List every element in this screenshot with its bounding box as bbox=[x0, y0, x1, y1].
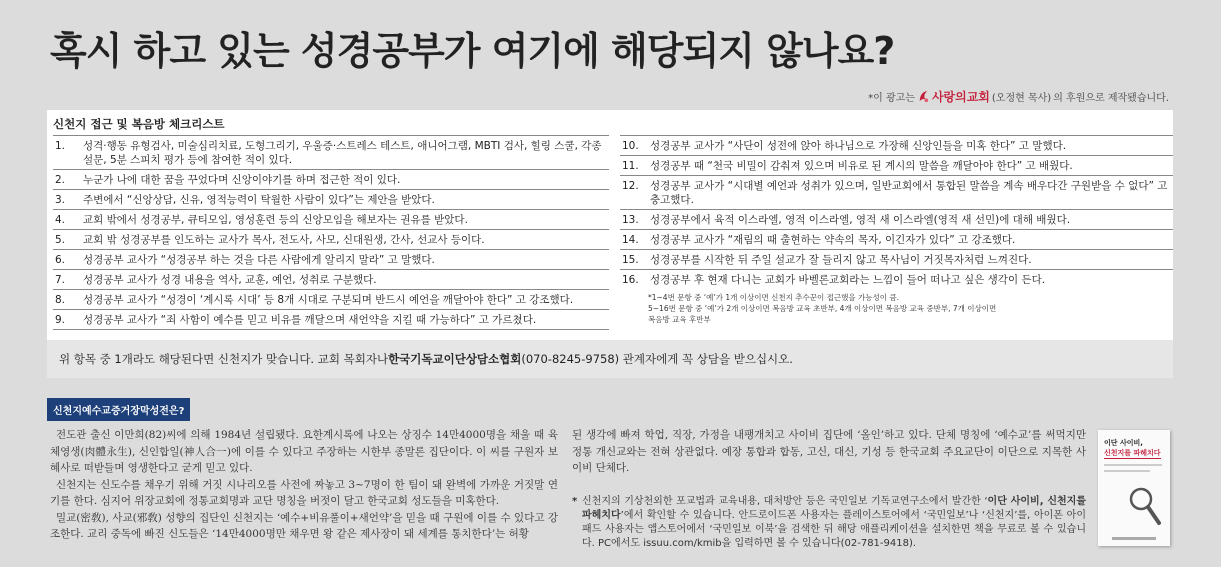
body-paragraph: 신천지는 신도수를 채우기 위해 거짓 시나리오를 사전에 짜놓고 3~7명이 한 팀이 돼 완벽에 가까운 거짓말 연기를 한다. 심지어 위장교회에 정통교회명과 교단 명칭을 버젓이 달고 한국교회 성도들을 미혹한다. bbox=[50, 478, 558, 507]
book-publisher-mark bbox=[1112, 537, 1156, 540]
note-post: ’에서 확인할 수 있습니다. 안드로이드폰 사용자는 플레이스토어에서 ‘국민일보’나 ‘신천지’를, 아이폰 아이패드 사용자는 앱스토어에서 ‘국민일보 이북’을 검색한 뒤 해당 애플리케이션을 설치한면 책을 무료로 볼 수 있습니다. PC에서도 issuu.com/kmib을 입력하면 볼 수 있습니다(02-781-9418). bbox=[582, 509, 1086, 549]
church-name: 사랑의교회 bbox=[931, 90, 990, 104]
contact-org: 한국기독교이단상담소협회 bbox=[388, 352, 522, 366]
checklist-item bbox=[620, 229, 1173, 249]
note-book-title: 이단 사이비, 신천지를 파헤치다 bbox=[582, 495, 1087, 521]
checklist-panel bbox=[47, 110, 1173, 378]
item-number: 12. bbox=[622, 180, 639, 192]
checklist-item bbox=[620, 249, 1173, 269]
sponsor-note bbox=[868, 88, 1169, 105]
item-number: 13. bbox=[622, 214, 639, 226]
book-text-line bbox=[1104, 464, 1162, 466]
checklist-item bbox=[53, 309, 609, 330]
checklist-item bbox=[620, 269, 1173, 289]
item-text: 성경공부 교사가 “죄 사함이 예수를 믿고 비유를 깨달으며 새언약을 지킬 때 가능하다” 고 가르쳤다. bbox=[83, 314, 537, 326]
checklist-title: 신천지 접근 및 복음방 체크리스트 bbox=[53, 117, 225, 131]
church-logo bbox=[917, 88, 990, 105]
item-number: 7. bbox=[55, 274, 66, 286]
footnote-line: 복음방 교육 후반부 bbox=[648, 315, 711, 324]
item-number: 14. bbox=[622, 234, 639, 246]
book-cover-image bbox=[1098, 430, 1170, 546]
item-number: 8. bbox=[55, 294, 66, 306]
item-number: 15. bbox=[622, 254, 639, 266]
note-pre: 신천지의 기상천외한 포교법과 교육내용, 대처방안 등은 국민일보 기독교연구소에서 발간한 ‘ bbox=[582, 495, 988, 507]
footnote-line: *1~4번 문항 중 ‘예’가 1개 이상이면 신천지 추수꾼이 접근했을 가능성이 큼. bbox=[648, 293, 899, 302]
item-number: 6. bbox=[55, 254, 66, 266]
checklist-item bbox=[53, 209, 609, 229]
item-number: 1. bbox=[55, 140, 66, 152]
item-text: 성경공부 교사가 “성경공부 하는 것을 다른 사람에게 알리지 말라” 고 말했다. bbox=[83, 254, 435, 266]
item-text: 주변에서 “신앙상담, 신유, 영적능력이 탁월한 사람이 있다”는 제안을 받았다. bbox=[83, 194, 435, 206]
body-paragraph: 밀교(密敎), 사교(邪敎) 성향의 집단인 신천지는 ‘예수+비유풀이+새언약’을 믿을 때 구원에 이를 수 있다고 강조한다. 교리 중독에 빠진 신도들은 ‘14만4000명만 채우면 왕 같은 제사장이 돼 세계를 통치한다’는 허황 bbox=[50, 511, 558, 540]
checklist-item bbox=[53, 135, 609, 169]
book-text-line bbox=[1104, 470, 1150, 472]
contact-pre: 위 항목 중 1개라도 해당된다면 신천지가 맞습니다. 교회 목회자나 bbox=[59, 352, 389, 366]
item-number: 11. bbox=[622, 160, 639, 172]
item-number: 16. bbox=[622, 274, 639, 286]
item-text: 성경공부 교사가 성경 내용을 역사, 교훈, 예언, 성취로 구분했다. bbox=[83, 274, 377, 286]
checklist-item bbox=[53, 189, 609, 209]
item-number: 4. bbox=[55, 214, 66, 226]
contact-post: (070-8245-9758) 관계자에게 꼭 상담을 받으십시오. bbox=[521, 352, 793, 366]
footnote-line: 5~16번 문항 중 ‘예’가 2개 이상이면 복음방 교육 초반부, 4개 이상이면 복음방 교육 중반부, 7개 이상이면 bbox=[648, 304, 997, 313]
section-tag: 신천지예수교증거장막성전은? bbox=[47, 398, 190, 421]
checklist-item bbox=[620, 135, 1173, 155]
item-text: 성경공부 후 현재 다니는 교회가 바벨론교회라는 느낌이 들어 떠나고 싶은 생각이 든다. bbox=[650, 274, 1046, 286]
item-number: 10. bbox=[622, 140, 639, 152]
checklist-item bbox=[53, 269, 609, 289]
note-text bbox=[582, 495, 1086, 551]
checklist-item bbox=[53, 169, 609, 189]
book-note bbox=[572, 495, 1086, 551]
body-paragraph: 된 생각에 빠져 학업, 직장, 가정을 내팽개치고 사이비 집단에 ‘올인’하고 있다. 단체 명칭에 ‘예수교’를 써먹지만 정통 개신교와는 전혀 상관없다. 예장 통합과 합동, 고신, 대신, 기성 등 한국교회 주요교단이 이단으로 지목한 사이비 단체다. bbox=[572, 429, 1086, 474]
item-number: 3. bbox=[55, 194, 66, 206]
church-logo-icon bbox=[917, 90, 930, 103]
item-text: 교회 밖에서 성경공부, 큐티모임, 영성훈련 등의 신앙모임을 해보자는 권유를 받았다. bbox=[83, 214, 468, 226]
item-text: 성경공부 교사가 “성경이 ‘계시록 시대’ 등 8개 시대로 구분되며 반드시 예언을 깨달아야 한다” 고 강조했다. bbox=[83, 294, 574, 306]
item-text: 누군가 나에 대한 꿈을 꾸었다며 신앙이야기를 하며 접근한 적이 있다. bbox=[83, 174, 401, 186]
item-text: 성경공부 교사가 “시대별 예언과 성취가 있으며, 일반교회에서 통합된 말씀을 계속 배우다간 구원받을 수 없다” 고 충고했다. bbox=[650, 180, 1168, 206]
item-number: 5. bbox=[55, 234, 66, 246]
note-star: * bbox=[572, 495, 578, 507]
sponsor-suffix: 의 후원으로 제작됐습니다. bbox=[1053, 93, 1169, 104]
checklist-right-column bbox=[620, 135, 1173, 325]
checklist-item bbox=[53, 249, 609, 269]
contact-banner bbox=[47, 340, 1173, 378]
item-text: 성격·행동 유형검사, 미술심리치료, 도형그리기, 우울증·스트레스 테스트, 애니어그램, MBTI 검사, 힐링 스쿨, 각종 설문, 5분 스피치 평가 등에 참여한 적이 있다. bbox=[83, 140, 602, 166]
sponsor-prefix: *이 광고는 bbox=[868, 93, 915, 104]
item-text: 성경공부를 시작한 뒤 주일 설교가 잘 들리지 않고 목사님이 거짓목자처럼 느껴진다. bbox=[650, 254, 1032, 266]
checklist-item bbox=[620, 209, 1173, 229]
book-title-line2: 신천지를 파헤치다 bbox=[1104, 449, 1161, 457]
item-text: 성경공부에서 육적 이스라엘, 영적 이스라엘, 영적 새 이스라엘(영적 새 선민)에 대해 배웠다. bbox=[650, 214, 1071, 226]
item-text: 성경공부 때 “천국 비밀이 감춰져 있으며 비유로 된 계시의 말씀을 깨달아야 한다” 고 배웠다. bbox=[650, 160, 1073, 172]
body-paragraph: 전도관 출신 이만희(82)씨에 의해 1984년 설립됐다. 요한계시록에 나오는 상징수 14만4000명을 채울 때 육체영생(肉體永生), 신인합일(神人合一)에 이를 수 있다고 주장하는 시한부 종말론 집단이다. 이 씨를 구원자 보혜사로 떠받들며 영생한다고 굳게 믿고 있다. bbox=[50, 429, 558, 474]
checklist-item bbox=[620, 155, 1173, 175]
item-number: 2. bbox=[55, 174, 66, 186]
headline: 혹시 하고 있는 성경공부가 여기에 해당되지 않나요? bbox=[50, 29, 895, 73]
item-text: 성경공부 교사가 “재림의 때 출현하는 약속의 목자, 이긴자가 있다” 고 강조했다. bbox=[650, 234, 1016, 246]
body-right-column bbox=[572, 427, 1086, 551]
checklist-item bbox=[53, 229, 609, 249]
checklist-left-column bbox=[53, 135, 609, 330]
checklist-item bbox=[620, 175, 1173, 209]
book-title-line1: 이단 사이비, bbox=[1104, 439, 1143, 447]
item-text: 성경공부 교사가 “사단이 성전에 앉아 하나님으로 가장해 신앙인들을 미혹 한다” 고 말했다. bbox=[650, 140, 1067, 152]
checklist-footnote bbox=[620, 289, 1173, 325]
checklist-item bbox=[53, 289, 609, 309]
item-number: 9. bbox=[55, 314, 66, 326]
body-left-column bbox=[50, 427, 558, 543]
item-text: 교회 밖 성경공부를 인도하는 교사가 목사, 전도사, 사모, 신대원생, 간사, 선교사 등이다. bbox=[83, 234, 485, 246]
magnifier-icon bbox=[1128, 486, 1162, 526]
sponsor-pastor: (오정현 목사) bbox=[991, 93, 1052, 104]
